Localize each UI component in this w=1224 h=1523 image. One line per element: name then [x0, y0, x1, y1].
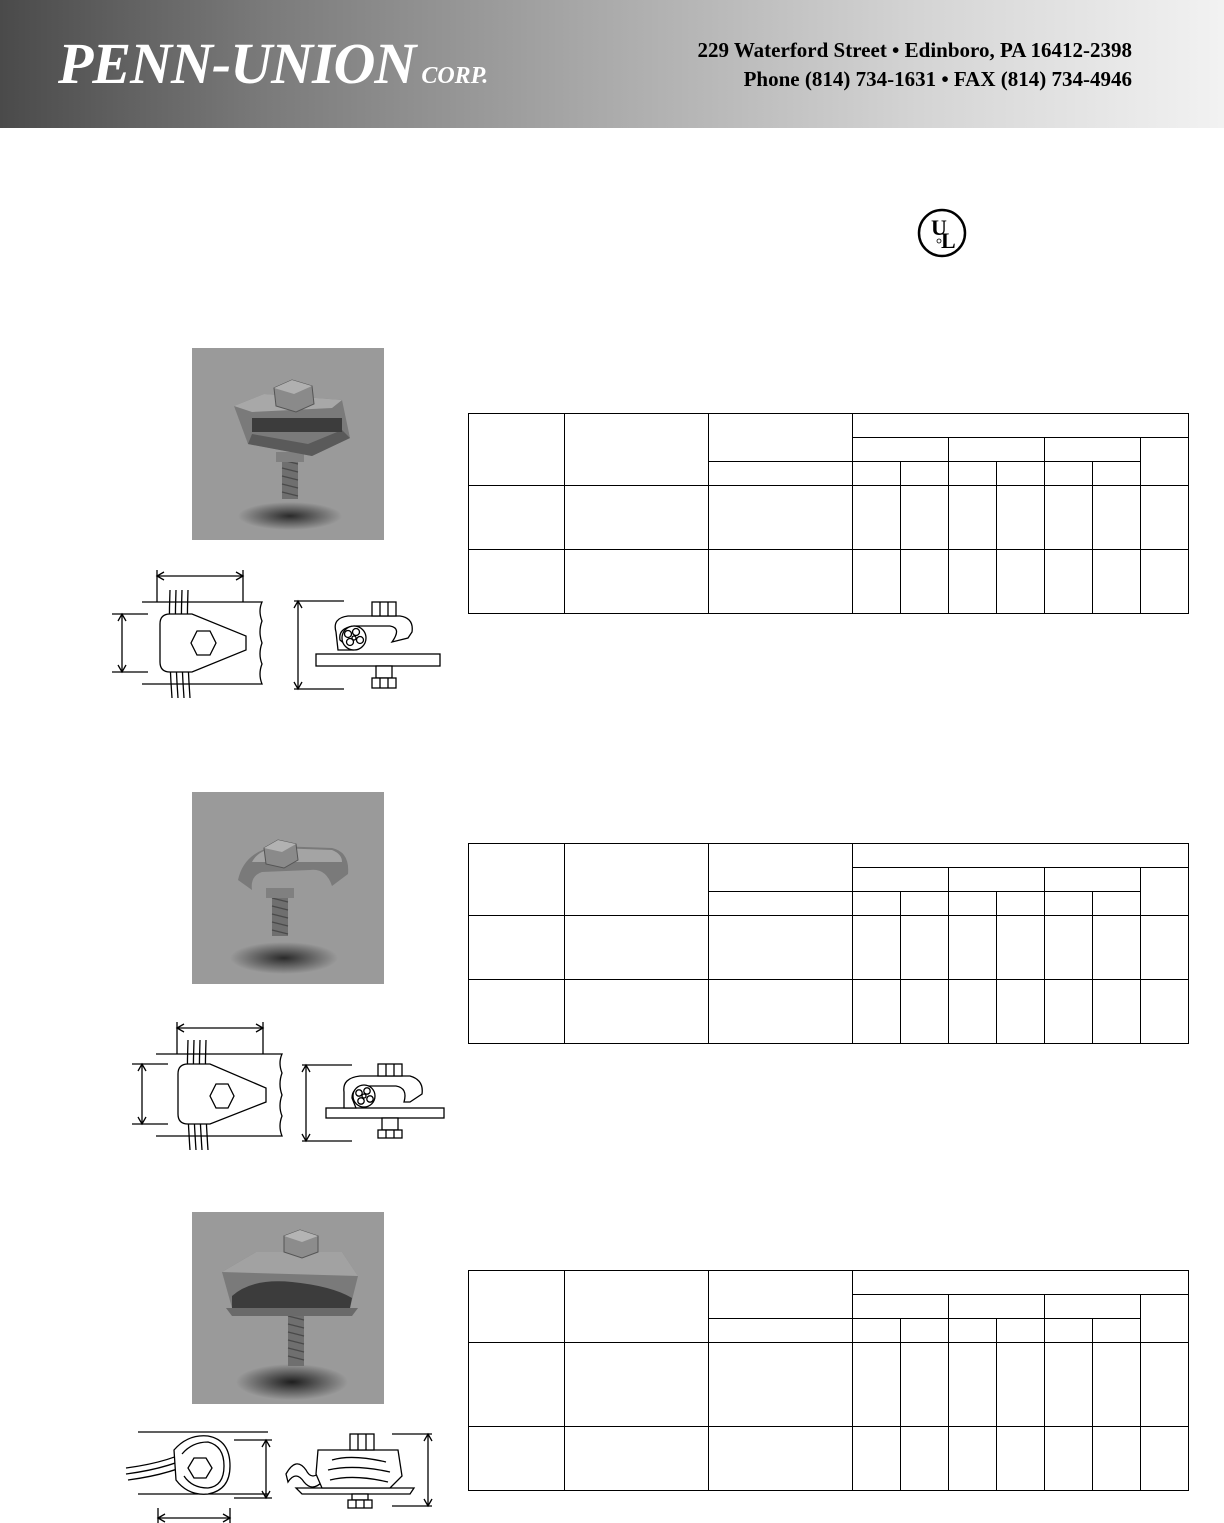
table-cell [949, 1427, 997, 1491]
table-header-cell [949, 892, 997, 916]
table-cell [1093, 1343, 1141, 1427]
connector-photo-2 [192, 792, 384, 984]
table-cell [469, 916, 565, 980]
table-header-cell [853, 868, 949, 892]
table-cell [853, 1343, 901, 1427]
table-header-cell [1141, 438, 1189, 486]
table-cell [565, 916, 709, 980]
page-header [0, 0, 1224, 128]
spec-table-3 [468, 1270, 1189, 1491]
table-header-cell [565, 1271, 709, 1343]
table-header-row [469, 414, 1189, 438]
table-cell [901, 916, 949, 980]
table-header-cell [949, 1319, 997, 1343]
table-cell [565, 486, 709, 550]
table-header-cell [1045, 438, 1141, 462]
table-cell [1045, 1427, 1093, 1491]
table-header-cell [469, 414, 565, 486]
table-header-cell [1045, 868, 1141, 892]
table-header-cell [709, 462, 853, 486]
table-cell [853, 916, 901, 980]
table-cell [1141, 550, 1189, 614]
table-cell [469, 1343, 565, 1427]
table-cell [901, 1427, 949, 1491]
svg-text:U: U [931, 215, 947, 240]
table-cell [709, 550, 853, 614]
table-cell [997, 916, 1045, 980]
table-header-cell [853, 462, 901, 486]
table-header-cell [997, 462, 1045, 486]
side-view-diagram-3 [282, 1430, 436, 1510]
table-cell [1045, 1343, 1093, 1427]
table-header-cell [1045, 462, 1093, 486]
table-header-cell [1141, 1295, 1189, 1343]
table-cell [997, 550, 1045, 614]
table-header-cell [1093, 462, 1141, 486]
table-row [469, 1427, 1189, 1491]
table-cell [1141, 1427, 1189, 1491]
table-header-cell [469, 1271, 565, 1343]
table-header-cell [901, 462, 949, 486]
table-header-cell [949, 462, 997, 486]
table-cell [949, 1343, 997, 1427]
table-cell [997, 1427, 1045, 1491]
table-cell [901, 486, 949, 550]
table-cell [901, 1343, 949, 1427]
table-cell [1045, 980, 1093, 1044]
table-cell [565, 1343, 709, 1427]
top-view-diagram-2 [132, 1018, 292, 1154]
table-header-cell [1045, 1295, 1141, 1319]
side-view-diagram-1 [292, 598, 442, 696]
table-cell [997, 486, 1045, 550]
table-cell [853, 486, 901, 550]
table-header-cell [565, 844, 709, 916]
table-header-cell [709, 414, 853, 462]
table-cell [1141, 486, 1189, 550]
table-header-cell [853, 844, 1189, 868]
side-view-diagram-2 [300, 1062, 446, 1144]
table-cell [901, 980, 949, 1044]
svg-text:L: L [941, 228, 956, 253]
table-cell [853, 1427, 901, 1491]
table-cell [997, 980, 1045, 1044]
table-cell [1093, 980, 1141, 1044]
table-header-cell [949, 438, 1045, 462]
table-header-cell [1045, 892, 1093, 916]
table-header-cell [949, 868, 1045, 892]
table-cell [1093, 916, 1141, 980]
table-cell [1045, 550, 1093, 614]
top-view-diagram-1 [112, 566, 272, 702]
table-cell [709, 1427, 853, 1491]
table-header-cell [1141, 868, 1189, 916]
phone-line: Phone (814) 734-1631 • FAX (814) 734-4946 [743, 67, 1132, 91]
top-view-diagram-3 [122, 1428, 278, 1523]
table-row [469, 550, 1189, 614]
table-cell [469, 1427, 565, 1491]
table-cell [469, 980, 565, 1044]
table-cell [949, 550, 997, 614]
table-header-cell [853, 438, 949, 462]
table-cell [1045, 916, 1093, 980]
table-header-cell [997, 892, 1045, 916]
table-cell [949, 486, 997, 550]
table-cell [1093, 1427, 1141, 1491]
table-cell [901, 550, 949, 614]
table-header-cell [853, 1271, 1189, 1295]
table-cell [565, 1427, 709, 1491]
company-logo [58, 30, 488, 97]
table-header-cell [709, 1319, 853, 1343]
table-cell [997, 1343, 1045, 1427]
table-cell [565, 980, 709, 1044]
table-header-cell [997, 1319, 1045, 1343]
company-name: PENN-UNION [58, 31, 416, 96]
table-row [469, 980, 1189, 1044]
table-cell [1093, 550, 1141, 614]
table-cell [949, 980, 997, 1044]
table-header-cell [469, 844, 565, 916]
table-cell [709, 1343, 853, 1427]
table-header-cell [565, 414, 709, 486]
table-header-cell [709, 892, 853, 916]
table-header-cell [1093, 1319, 1141, 1343]
table-cell [1141, 1343, 1189, 1427]
table-cell [1141, 980, 1189, 1044]
company-suffix: CORP. [421, 63, 489, 89]
table-header-cell [709, 844, 853, 892]
table-header-cell [853, 1295, 949, 1319]
table-cell [853, 980, 901, 1044]
table-header-cell [1093, 892, 1141, 916]
connector-photo-3 [192, 1212, 384, 1404]
table-header-cell [853, 414, 1189, 438]
table-header-row [469, 1271, 1189, 1295]
table-header-cell [901, 892, 949, 916]
contact-block [697, 36, 1132, 94]
spec-table-2 [468, 843, 1189, 1044]
table-cell [565, 550, 709, 614]
table-row [469, 486, 1189, 550]
table-cell [1141, 916, 1189, 980]
table-header-cell [901, 1319, 949, 1343]
table-row [469, 916, 1189, 980]
table-header-cell [853, 892, 901, 916]
connector-photo-1 [192, 348, 384, 540]
table-cell [709, 916, 853, 980]
spec-table-1 [468, 413, 1189, 614]
table-header-cell [709, 1271, 853, 1319]
table-cell [853, 550, 901, 614]
table-cell [949, 916, 997, 980]
ul-listed-icon [917, 208, 967, 258]
table-cell [709, 486, 853, 550]
table-header-cell [949, 1295, 1045, 1319]
table-row [469, 1343, 1189, 1427]
table-cell [469, 486, 565, 550]
address-line: 229 Waterford Street • Edinboro, PA 16412-2398 [697, 38, 1132, 62]
table-header-row [469, 844, 1189, 868]
table-header-cell [1045, 1319, 1093, 1343]
table-cell [1093, 486, 1141, 550]
table-header-cell [853, 1319, 901, 1343]
table-cell [469, 550, 565, 614]
table-cell [1045, 486, 1093, 550]
table-cell [709, 980, 853, 1044]
